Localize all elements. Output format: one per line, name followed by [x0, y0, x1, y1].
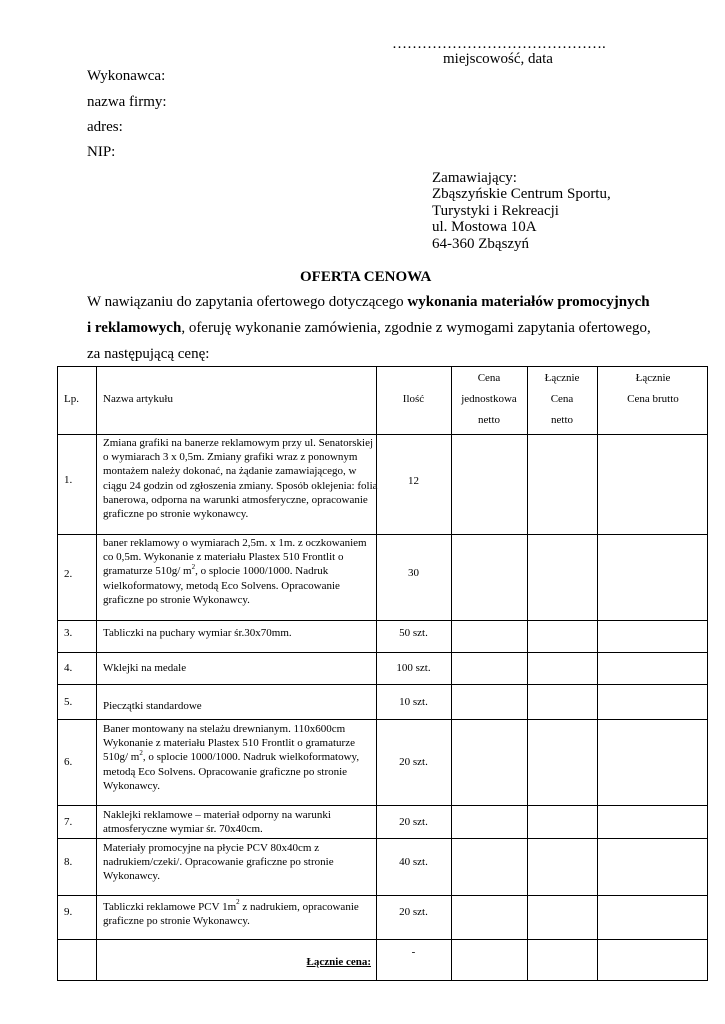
- header-unit-price-2: jednostkowa: [461, 393, 517, 405]
- table-grid-line: [58, 620, 707, 621]
- contractor-company: nazwa firmy:: [87, 94, 167, 110]
- client-line4: 64-360 Zbąszyń: [432, 236, 530, 252]
- offer-p1-text: W nawiązaniu do zapytania ofertowego dotyczącego: [87, 294, 408, 310]
- row-7-name: Naklejki reklamowe – materiał odporny na warunki atmosferyczne wymiar śr. 70x40cm.: [103, 809, 331, 836]
- row-2-qty: 30: [408, 567, 419, 579]
- row-9-qty: 20 szt.: [399, 906, 428, 918]
- table-grid-line: [58, 895, 707, 896]
- table-grid-line: [527, 367, 528, 980]
- row-8-name: Materiały promocyjne na płycie PCV 80x40cm z nadrukiem/czeki/. Opracowanie graficzne po stronie Wykonawcy.: [103, 842, 334, 883]
- row-1-lp: 1.: [64, 474, 73, 486]
- header-total-net-3: netto: [551, 414, 573, 426]
- place-date-dots: …………………………………….: [392, 36, 606, 52]
- offer-paragraph-line1: [87, 294, 650, 311]
- header-total-gross-1: Łącznie: [635, 372, 671, 384]
- header-qty: Ilość: [402, 393, 425, 405]
- table-grid-line: [58, 434, 707, 435]
- row-3-lp: 3.: [64, 627, 73, 639]
- header-total-net-2: Cena: [550, 393, 574, 405]
- table-grid-line: [451, 367, 452, 980]
- offer-paragraph-line2: [87, 320, 651, 337]
- row-3-qty: 50 szt.: [399, 627, 428, 639]
- header-lp: Lp.: [64, 393, 79, 405]
- row-6-name-sup: 2: [139, 748, 143, 757]
- row-6-qty: 20 szt.: [399, 756, 428, 768]
- row-2-name-b: , o splocie 1000/1000. Nadruk wielkoformatowy, metodą Eco Solvens. Opracowanie graficzne po stronie Wykonawcy.: [103, 565, 340, 606]
- table-grid-line: [58, 838, 707, 839]
- row-7-lp: 7.: [64, 816, 73, 828]
- table-grid-line: [58, 939, 707, 940]
- row-5-name: Pieczątki standardowe: [103, 700, 202, 712]
- client-title: Zamawiający:: [432, 170, 517, 186]
- row-2-name-sup: 2: [191, 562, 196, 571]
- contractor-address: adres:: [87, 119, 123, 135]
- offer-p2-text: , oferuję wykonanie zamówienia, zgodnie z wymogami zapytania ofertowego,: [181, 320, 651, 336]
- client-line2: Turystyki i Rekreacji: [432, 203, 559, 219]
- table-grid-line: [58, 719, 707, 720]
- row-3-name: Tabliczki na puchary wymiar śr.30x70mm.: [103, 627, 292, 639]
- client-line1: Zbąszyńskie Centrum Sportu,: [432, 186, 611, 202]
- row-9-name-sup: 2: [236, 898, 240, 907]
- row-6-lp: 6.: [64, 756, 73, 768]
- table-grid-line: [58, 652, 707, 653]
- header-total-net-1: Łącznie: [544, 372, 580, 384]
- row-4-lp: 4.: [64, 662, 73, 674]
- total-qty: -: [411, 946, 416, 958]
- row-1-qty: 12: [408, 475, 419, 487]
- header-unit-price-1: Cena: [477, 372, 501, 384]
- header-name: Nazwa artykułu: [103, 393, 173, 405]
- row-8-qty: 40 szt.: [399, 856, 428, 868]
- place-date-label: miejscowość, data: [443, 51, 553, 67]
- table-grid-line: [58, 805, 707, 806]
- table-grid-line: [58, 534, 707, 535]
- row-7-qty: 20 szt.: [399, 816, 428, 828]
- row-4-qty: 100 szt.: [396, 662, 431, 674]
- offer-table: [57, 366, 708, 981]
- row-2-name-a: baner reklamowy o wymiarach 2,5m. x 1m. z oczkowaniem co 0,5m. Wykonanie z materiału Plastex 510 Frontlit o gramaturze 510g/ m: [103, 537, 367, 578]
- row-6-name: [103, 722, 378, 793]
- offer-paragraph-line3: za następującą cenę:: [87, 346, 210, 362]
- row-5-qty: 10 szt.: [399, 696, 428, 708]
- total-label: Łącznie cena:: [306, 956, 371, 968]
- offer-p1-bold: wykonania materiałów promocyjnych: [407, 294, 650, 310]
- table-grid-line: [597, 367, 598, 980]
- offer-p2-bold: i reklamowych: [87, 320, 182, 336]
- row-9-name: [103, 900, 378, 928]
- row-6-name-b: , o splocie 1000/1000. Nadruk wielkoformatowy, metodą Eco Solvens. Opracowanie graficzne po stronie Wykonawcy.: [103, 751, 360, 792]
- table-grid-line: [58, 684, 707, 685]
- row-8-lp: 8.: [64, 856, 73, 868]
- contractor-nip: NIP:: [87, 144, 116, 160]
- header-unit-price-3: netto: [478, 414, 500, 426]
- row-2-lp: 2.: [64, 568, 73, 580]
- table-grid-line: [96, 367, 97, 980]
- row-9-name-b: z nadrukiem, opracowanie graficzne po stronie Wykonawcy.: [103, 901, 359, 928]
- client-line3: ul. Mostowa 10A: [432, 219, 537, 235]
- row-1-name: Zmiana grafiki na banerze reklamowym przy ul. Senatorskiej o wymiarach 3 x 0,5m. Zmiany grafiki wraz z ponownym montażem należy dokonać, na żądanie zamawiającego, w ciągu 24 godzin od zgłoszenia zmiany. Sposób oklejenia: folia banerowa, odporna na warunki atmosferyczne, opracowanie graficzne po stronie wykonawcy.: [103, 437, 378, 521]
- offer-title: OFERTA CENOWA: [300, 269, 432, 285]
- row-9-name-a: Tabliczki reklamowe PCV 1m: [103, 901, 237, 913]
- contractor-title: Wykonawca:: [87, 68, 166, 84]
- row-9-lp: 9.: [64, 906, 73, 918]
- header-total-gross-2: Cena brutto: [627, 393, 679, 405]
- row-6-name-a: Baner montowany na stelażu drewnianym. 110x600cm Wykonanie z materiału Plastex 510 Frontlit o gramaturze 510g/ m: [103, 723, 355, 764]
- row-4-name: Wklejki na medale: [103, 662, 187, 674]
- row-5-lp: 5.: [64, 696, 73, 708]
- row-2-name: [103, 536, 378, 607]
